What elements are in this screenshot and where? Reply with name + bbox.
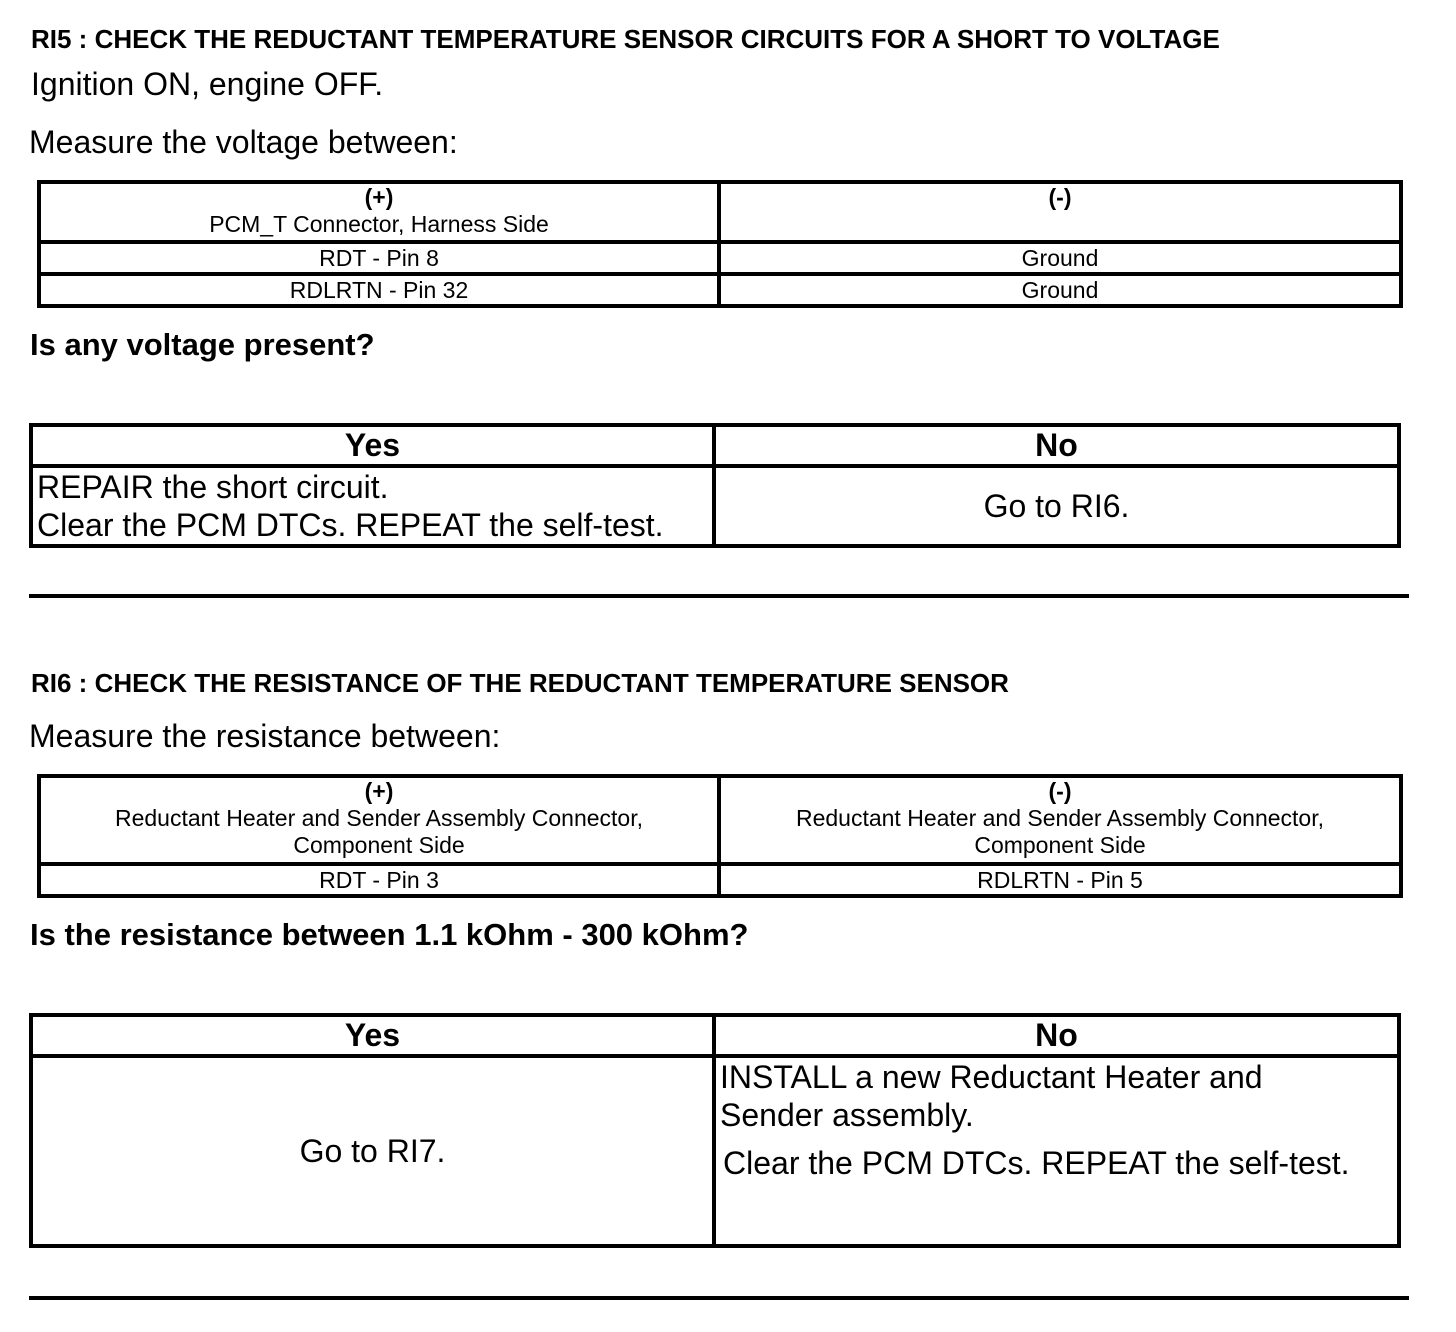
decision-body-row [31,466,1399,546]
plus-header-cell [39,182,719,242]
no-cell: Go to RI6. [714,466,1399,546]
decision-header-row [31,1015,1399,1056]
plus-connector: PCM_T Connector, Harness Side [209,211,549,237]
minus-pin-cell: RDLRTN - Pin 5 [719,864,1401,896]
ri5-instruction: Ignition ON, engine OFF. [31,66,384,102]
table-row [39,274,1401,306]
table-header-row [39,182,1401,242]
ri6-decision-table [29,1013,1401,1248]
decision-body-row [31,1056,1399,1246]
ri5-measure-label: Measure the voltage between: [29,124,458,160]
decision-header-row [31,425,1399,466]
yes-header: Yes [31,1015,714,1056]
ri5-decision-table [29,423,1401,548]
plus-header-cell [39,776,719,864]
section-divider [29,1296,1409,1300]
minus-header: (-) [1048,184,1072,210]
yes-cell [31,466,714,546]
ri5-measurement-table [37,180,1403,308]
plus-connector-side: Component Side [293,832,465,858]
plus-pin-cell: RDT - Pin 3 [39,864,719,896]
no-header: No [714,425,1399,466]
no-action-install: INSTALL a new Reductant Heater and [720,1059,1263,1095]
ri5-question: Is any voltage present? [30,327,375,362]
section-divider [29,594,1409,598]
plus-header: (+) [364,184,394,210]
table-row [39,864,1401,896]
ri6-question: Is the resistance between 1.1 kOhm - 300 kOhm? [30,917,749,952]
table-header-row [39,776,1401,864]
ri6-measurement-table [37,774,1403,898]
minus-header-cell [719,776,1401,864]
minus-pin-cell: Ground [719,274,1401,306]
ri6-measure-label: Measure the resistance between: [29,718,501,754]
ri6-title: RI6 : CHECK THE RESISTANCE OF THE REDUCTANT TEMPERATURE SENSOR [31,668,1009,698]
yes-action-clear: Clear the PCM DTCs. REPEAT the self-test. [37,507,664,543]
minus-header: (-) [1048,778,1072,804]
yes-header: Yes [31,425,714,466]
plus-header: (+) [364,778,394,804]
plus-pin-cell: RDLRTN - Pin 32 [39,274,719,306]
no-action-clear: Clear the PCM DTCs. REPEAT the self-test. [723,1145,1350,1181]
minus-connector-side: Component Side [974,832,1146,858]
no-header: No [714,1015,1399,1056]
minus-pin-cell: Ground [719,242,1401,274]
no-action-install-cont: Sender assembly. [720,1097,974,1133]
plus-pin-cell: RDT - Pin 8 [39,242,719,274]
minus-connector: Reductant Heater and Sender Assembly Connector, [795,805,1325,831]
yes-cell: Go to RI7. [31,1056,714,1246]
no-cell [714,1056,1399,1246]
table-row [39,242,1401,274]
yes-action-repair: REPAIR the short circuit. [37,469,389,505]
ri5-title: RI5 : CHECK THE REDUCTANT TEMPERATURE SENSOR CIRCUITS FOR A SHORT TO VOLTAGE [31,24,1220,54]
minus-header-cell [719,182,1401,242]
plus-connector: Reductant Heater and Sender Assembly Connector, [114,805,644,831]
